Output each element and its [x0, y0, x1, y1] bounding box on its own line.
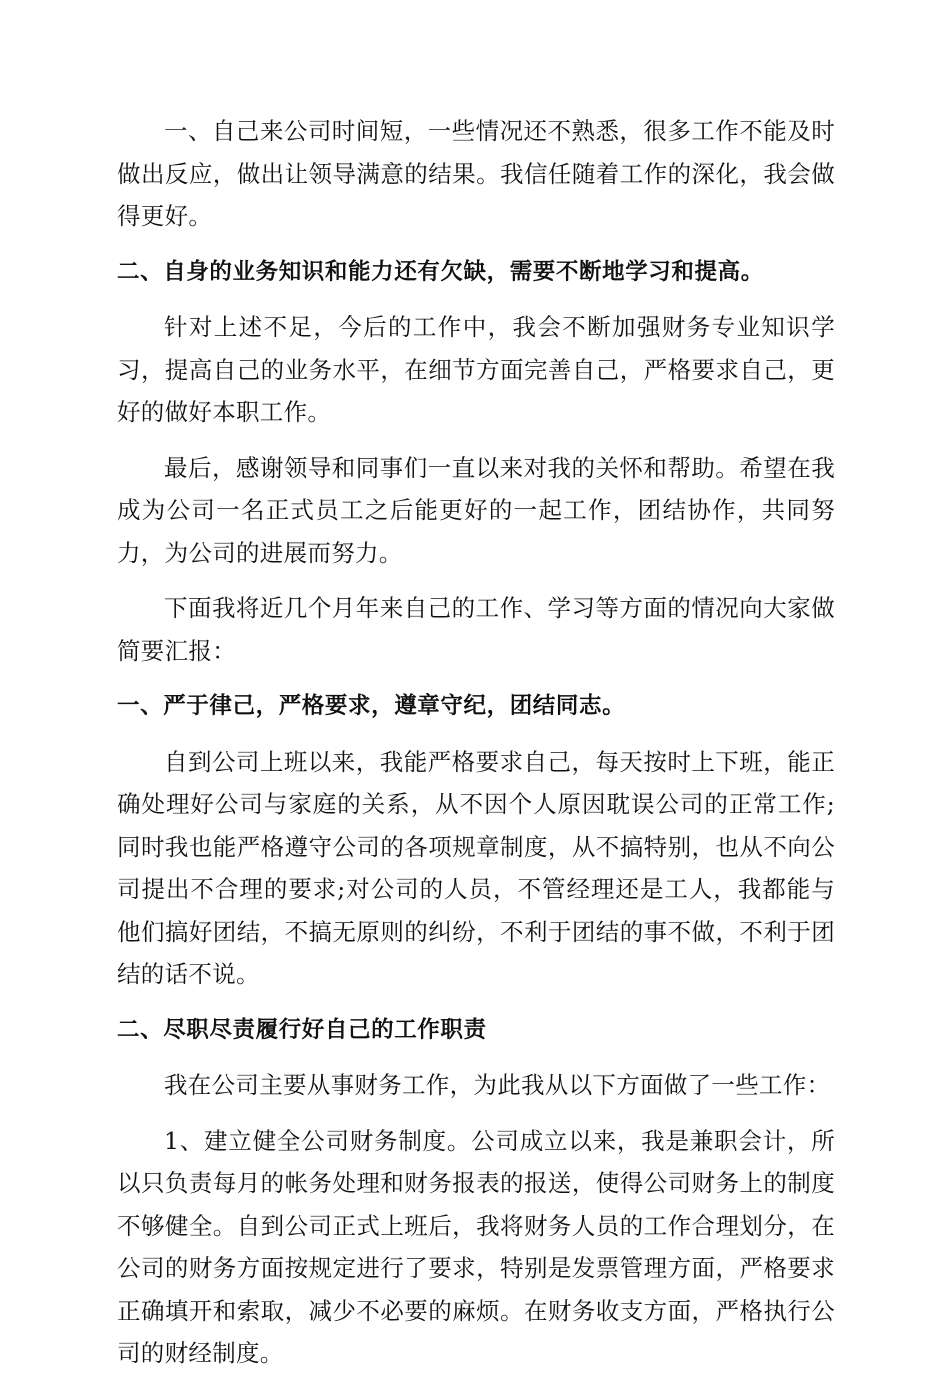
- paragraph-5: 自到公司上班以来，我能严格要求自己，每天按时上下班，能正确处理好公司与家庭的关系，从不因个人原因耽误公司的正常工作;同时我也能严格遵守公司的各项规章制度，从不搞特别，也从不向公司提出不合理的要求;对公司的人员，不管经理还是工人，我都能与他们搞好团结，不搞无原则的纠纷，不利于团结的事不做，不利于团结的话不说。: [117, 747, 835, 988]
- paragraph-3: 最后，感谢领导和同事们一直以来对我的关怀和帮助。希望在我成为公司一名正式员工之后能更好的一起工作，团结协作，共同努力，为公司的进展而努力。: [117, 453, 835, 567]
- section-heading-3: 二、尽职尽责履行好自己的工作职责: [117, 1016, 487, 1043]
- paragraph-2: 针对上述不足，今后的工作中，我会不断加强财务专业知识学习，提高自己的业务水平，在细节方面完善自己，严格要求自己，更好的做好本职工作。: [117, 313, 835, 426]
- paragraph-4: 下面我将近几个月年来自己的工作、学习等方面的情况向大家做简要汇报：: [117, 594, 835, 665]
- paragraph-1: 一、自己来公司时间短，一些情况还不熟悉，很多工作不能及时做出反应，做出让领导满意的结果。我信任随着工作的深化，我会做得更好。: [117, 117, 835, 230]
- section-heading-1: 二、自身的业务知识和能力还有欠缺，需要不断地学习和提高。: [117, 258, 764, 285]
- paragraph-6: 我在公司主要从事财务工作，为此我从以下方面做了一些工作：: [164, 1071, 831, 1099]
- paragraph-7: 1、建立健全公司财务制度。公司成立以来，我是兼职会计，所以只负责每月的帐务处理和财务报表的报送，使得公司财务上的制度不够健全。自到公司正式上班后，我将财务人员的工作合理划分，在公司的财务方面按规定进行了要求，特别是发票管理方面，严格要求正确填开和索取，减少不必要的麻烦。在财务收支方面，严格执行公司的财经制度。: [117, 1126, 835, 1367]
- section-heading-2: 一、严于律己，严格要求，遵章守纪，团结同志。: [117, 693, 626, 719]
- document-body: [117, 110, 835, 1388]
